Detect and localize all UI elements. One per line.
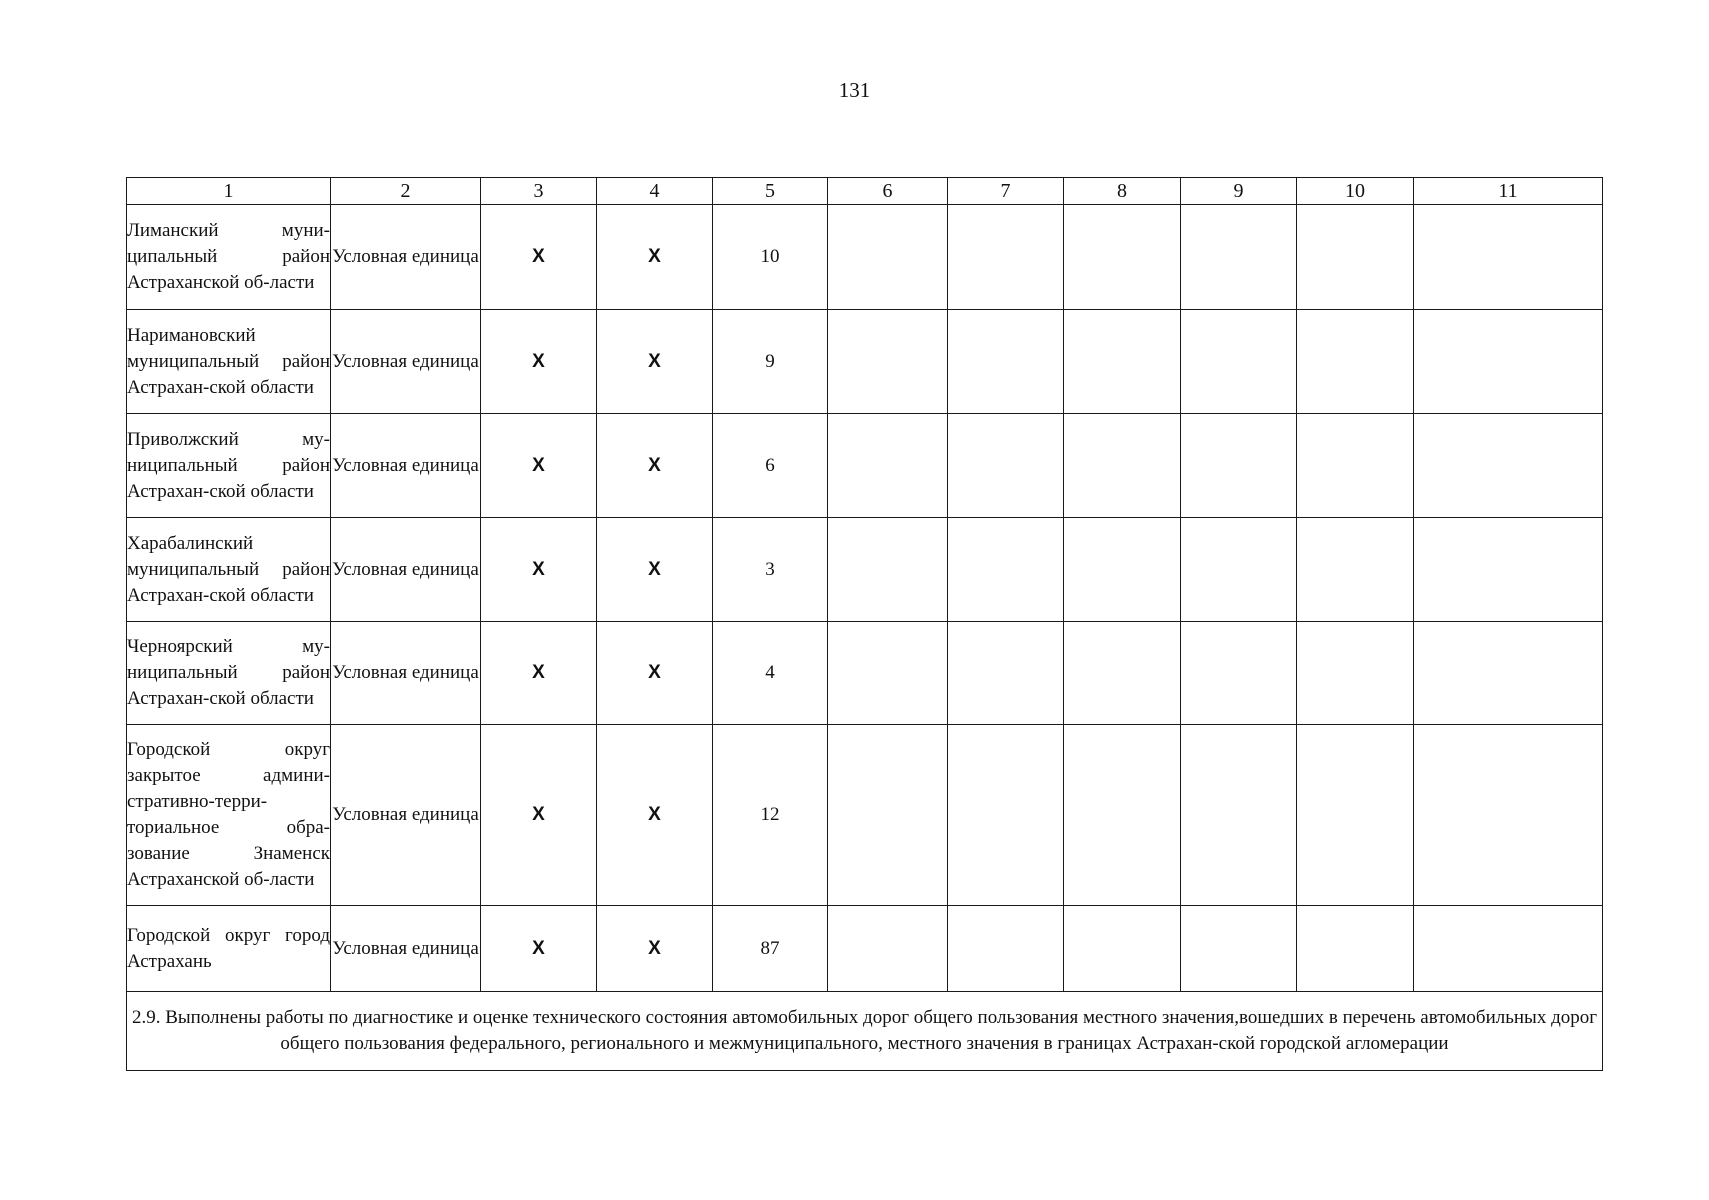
empty-cell [948, 725, 1064, 906]
table-row [127, 205, 1603, 310]
empty-cell [948, 205, 1064, 310]
column-header: 2 [331, 178, 481, 205]
empty-cell [1181, 725, 1297, 906]
row-unit-cell: Условная единица [331, 414, 481, 518]
empty-cell [1297, 414, 1414, 518]
empty-cell [1064, 622, 1181, 725]
empty-cell [1297, 518, 1414, 622]
page-number: 131 [838, 78, 871, 102]
empty-cell [1064, 205, 1181, 310]
empty-cell [1414, 310, 1603, 414]
empty-cell [1297, 205, 1414, 310]
row-unit-cell: Условная единица [331, 725, 481, 906]
empty-cell [828, 622, 948, 725]
empty-cell [1064, 906, 1181, 992]
empty-cell [948, 310, 1064, 414]
row-col3-cell: X [481, 310, 597, 414]
row-col3-cell: X [481, 414, 597, 518]
section-row [127, 992, 1603, 1071]
row-name-cell: Приволжский му-ниципальный район Астрахан-ской области [127, 414, 331, 518]
empty-cell [828, 310, 948, 414]
column-header: 9 [1181, 178, 1297, 205]
empty-cell [1064, 518, 1181, 622]
row-col4-cell: X [597, 622, 713, 725]
column-header: 7 [948, 178, 1064, 205]
row-unit-cell: Условная единица [331, 518, 481, 622]
data-table [126, 177, 1603, 1071]
table-row [127, 725, 1603, 906]
empty-cell [828, 414, 948, 518]
empty-cell [1297, 622, 1414, 725]
table-row [127, 414, 1603, 518]
row-col5-cell: 10 [713, 205, 828, 310]
empty-cell [1414, 414, 1603, 518]
row-col5-cell: 87 [713, 906, 828, 992]
empty-cell [1064, 414, 1181, 518]
empty-cell [1064, 725, 1181, 906]
table-row [127, 518, 1603, 622]
row-name-cell: Городской округ город Астрахань [127, 906, 331, 992]
header-row [127, 178, 1603, 205]
row-col5-cell: 4 [713, 622, 828, 725]
empty-cell [1181, 906, 1297, 992]
empty-cell [1414, 725, 1603, 906]
column-header: 10 [1297, 178, 1414, 205]
row-col3-cell: X [481, 622, 597, 725]
column-header: 11 [1414, 178, 1603, 205]
row-col3-cell: X [481, 725, 597, 906]
table-row [127, 310, 1603, 414]
empty-cell [1181, 310, 1297, 414]
column-header: 5 [713, 178, 828, 205]
row-name-cell: Черноярский му-ниципальный район Астрахан-ской области [127, 622, 331, 725]
column-header: 4 [597, 178, 713, 205]
row-col5-cell: 3 [713, 518, 828, 622]
row-col3-cell: X [481, 906, 597, 992]
empty-cell [1297, 310, 1414, 414]
empty-cell [828, 518, 948, 622]
row-col5-cell: 6 [713, 414, 828, 518]
empty-cell [1181, 414, 1297, 518]
row-col4-cell: X [597, 906, 713, 992]
empty-cell [948, 622, 1064, 725]
empty-cell [1297, 906, 1414, 992]
row-col4-cell: X [597, 725, 713, 906]
column-header: 1 [127, 178, 331, 205]
column-header: 8 [1064, 178, 1181, 205]
column-header: 6 [828, 178, 948, 205]
empty-cell [1297, 725, 1414, 906]
section-note: 2.9. Выполнены работы по диагностике и оценке технического состояния автомобильных дорог общего пользования местного значения,вошедших в перечень автомобильных дорог общего пользования федерального, регионального и межмуниципального, местного значения в границах Астрахан-ской городской агломерации [127, 992, 1603, 1071]
empty-cell [948, 414, 1064, 518]
row-col5-cell: 9 [713, 310, 828, 414]
empty-cell [1181, 205, 1297, 310]
empty-cell [948, 906, 1064, 992]
row-col5-cell: 12 [713, 725, 828, 906]
empty-cell [1414, 205, 1603, 310]
row-col3-cell: X [481, 205, 597, 310]
table-row [127, 622, 1603, 725]
empty-cell [828, 906, 948, 992]
row-name-cell: Лиманский муни-ципальный район Астраханской об-ласти [127, 205, 331, 310]
row-unit-cell: Условная единица [331, 205, 481, 310]
row-col4-cell: X [597, 310, 713, 414]
empty-cell [948, 518, 1064, 622]
row-name-cell: Городской округ закрытое админи-стративно-терри-ториальное обра-зование Знаменск Астраханской об-ласти [127, 725, 331, 906]
empty-cell [1414, 906, 1603, 992]
table-row [127, 906, 1603, 992]
row-unit-cell: Условная единица [331, 906, 481, 992]
row-unit-cell: Условная единица [331, 622, 481, 725]
empty-cell [828, 725, 948, 906]
empty-cell [1064, 310, 1181, 414]
row-unit-cell: Условная единица [331, 310, 481, 414]
empty-cell [1181, 518, 1297, 622]
row-col4-cell: X [597, 414, 713, 518]
row-col4-cell: X [597, 205, 713, 310]
empty-cell [828, 205, 948, 310]
empty-cell [1414, 622, 1603, 725]
row-name-cell: Наримановский муниципальный район Астрахан-ской области [127, 310, 331, 414]
row-col4-cell: X [597, 518, 713, 622]
empty-cell [1181, 622, 1297, 725]
column-header: 3 [481, 178, 597, 205]
empty-cell [1414, 518, 1603, 622]
row-col3-cell: X [481, 518, 597, 622]
row-name-cell: Харабалинский муниципальный район Астрахан-ской области [127, 518, 331, 622]
